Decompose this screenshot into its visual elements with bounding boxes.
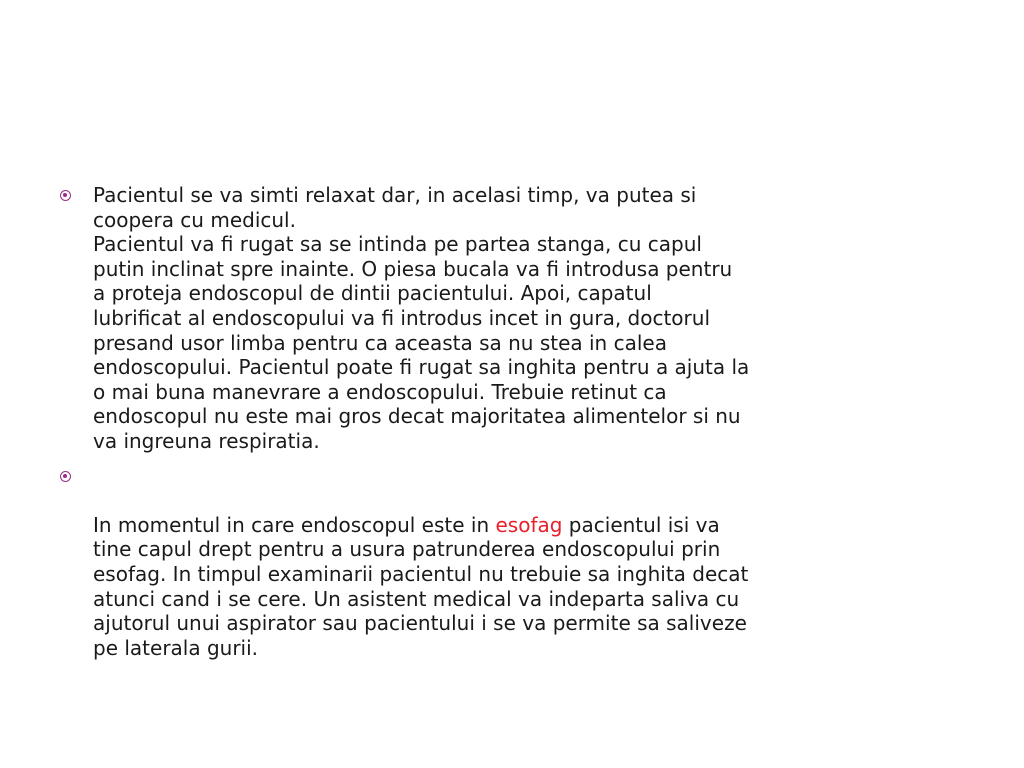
text-line: va ingreuna respiratia. [93,428,320,453]
text-line: a proteja endoscopul de dintii pacientului. Apoi, capatul [93,281,652,306]
bullet-text [93,183,860,454]
empty-line [93,488,860,513]
bullet-list [60,183,860,660]
text-line: tine capul drept pentru a usura patrunderea endoscopului prin [93,537,721,562]
text-segment: pacientul isi va [562,512,720,537]
text-line: coopera cu medicul. [93,207,296,232]
text-line: pe laterala gurii. [93,635,259,660]
text-line: putin inclinat spre inainte. O piesa bucala va fi introdusa pentru [93,256,733,281]
circle-bullet-icon [60,471,71,482]
bullet-item-procedure [60,183,860,454]
text-line: presand usor limba pentru ca aceasta sa nu stea in calea [93,330,667,355]
text-line: Pacientul va fi rugat sa se intinda pe partea stanga, cu capul [93,232,702,257]
esofag-link[interactable]: esofag [495,512,563,537]
text-segment: In momentul in care endoscopul este in [93,512,496,537]
text-line: lubrificat al endoscopului va fi introdus incet in gura, doctorul [93,305,711,330]
text-line: o mai buna manevrare a endoscopului. Trebuie retinut ca [93,379,667,404]
bullet-item-esophagus [60,464,860,661]
text-line: esofag. In timpul examinarii pacientul nu trebuie sa inghita decat [93,561,749,586]
text-line: Pacientul se va simti relaxat dar, in acelasi timp, va putea si [93,183,697,207]
text-line: ajutorul unui aspirator sau pacientului i se va permite sa saliveze [93,611,747,636]
text-line: endoscopului. Pacientul poate fi rugat sa inghita pentru a ajuta la [93,355,750,380]
text-line [93,513,860,538]
circle-bullet-icon [60,190,71,201]
text-line: atunci cand i se cere. Un asistent medical va indeparta saliva cu [93,586,740,611]
empty-line [93,464,860,489]
bullet-text [93,464,860,661]
text-line: endoscopul nu este mai gros decat majoritatea alimentelor si nu [93,404,741,429]
